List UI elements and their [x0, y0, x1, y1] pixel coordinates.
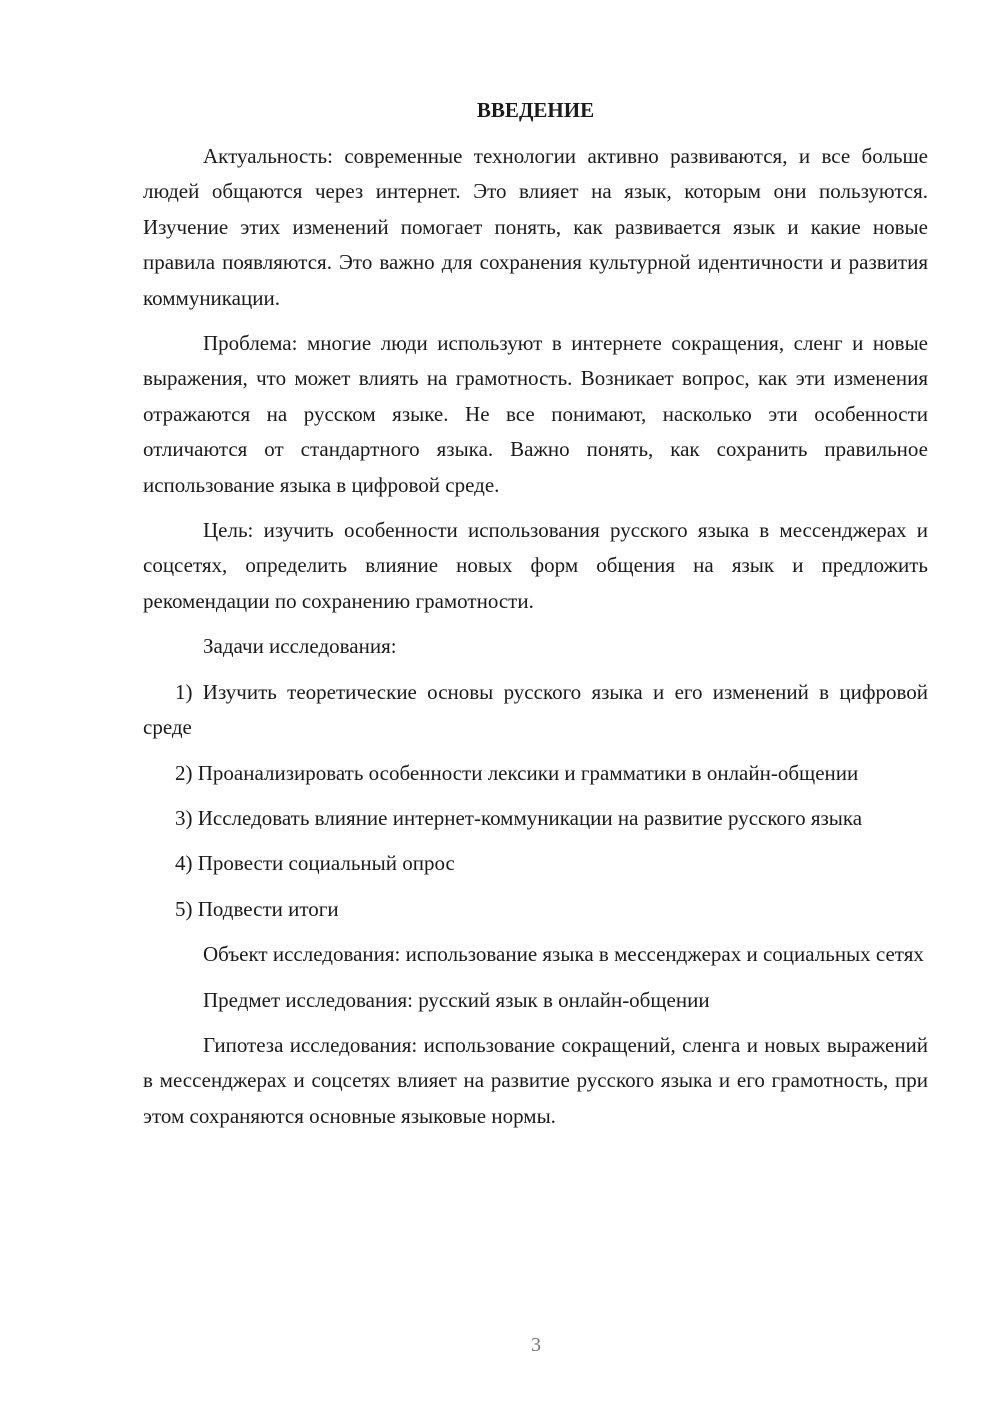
task-item-1: 1) Изучить теоретические основы русского языка и его изменений в цифровой среде — [143, 679, 928, 740]
task-item-2: 2) Проанализировать особенности лексики и грамматики в онлайн-общении — [175, 760, 859, 785]
task-item-5: 5) Подвести итоги — [175, 896, 339, 921]
relevance-paragraph: Актуальность: современные технологии активно развиваются, и все больше людей общаются через интернет. Это влияет на язык, которым они пользуются. Изучение этих изменений помогает понять, как развивается язык и какие новые правила появляются. Это важно для сохранения культурной идентичности и развития коммуникации. — [143, 144, 928, 310]
task-item-4: 4) Провести социальный опрос — [175, 851, 455, 876]
task-item-3: 3) Исследовать влияние интернет-коммуникации на развитие русского языка — [175, 805, 863, 830]
hypothesis-paragraph: Гипотеза исследования: использование сокращений, сленга и новых выражений в мессенджерах и соцсетях влияет на развитие русского языка и его грамотность, при этом сохраняются основные языковые нормы. — [143, 1032, 928, 1128]
subject-paragraph: Предмет исследования: русский язык в онлайн-общении — [203, 987, 710, 1012]
section-title: ВВЕДЕНИЕ — [476, 98, 595, 122]
problem-paragraph: Проблема: многие люди используют в интернете сокращения, сленг и новые выражения, что может влиять на грамотность. Возникает вопрос, как эти изменения отражаются на русском языке. Не все понимают, насколько эти особенности отличаются от стандартного языка. Важно понять, как сохранить правильное использование языка в цифровой среде. — [143, 331, 928, 497]
page-number: 3 — [531, 1334, 541, 1356]
goal-paragraph: Цель: изучить особенности использования русского языка в мессенджерах и соцсетях, определить влияние новых форм общения на язык и предложить рекомендации по сохранению грамотности. — [143, 518, 928, 613]
object-paragraph: Объект исследования: использование языка в мессенджерах и социальных сетях — [203, 942, 924, 967]
page-content — [143, 95, 928, 1144]
tasks-heading: Задачи исследования: — [203, 634, 397, 659]
